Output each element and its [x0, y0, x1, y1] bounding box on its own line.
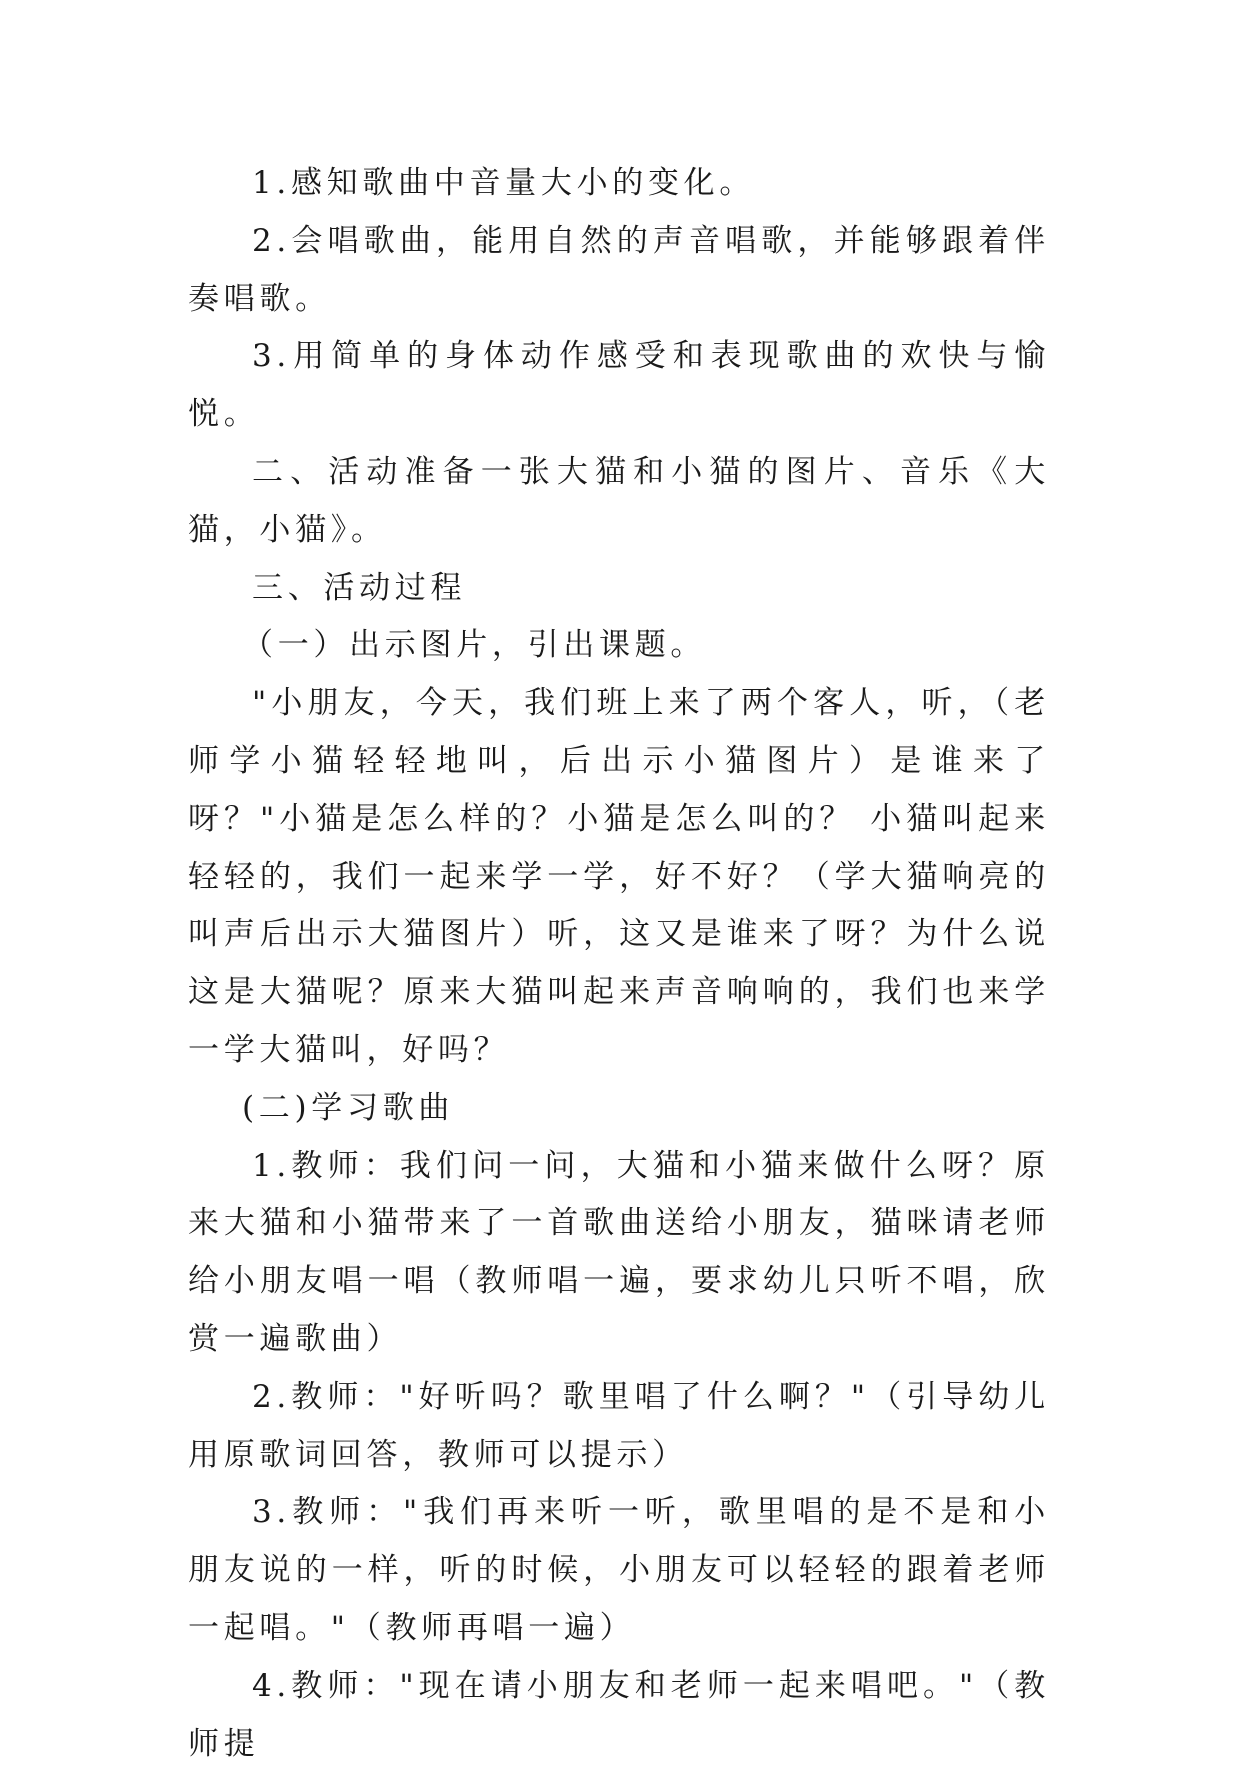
- paragraph-step-1: 1.教师：我们问一问，大猫和小猫来做什么呀？原来大猫和小猫带来了一首歌曲送给小朋友，猫咪请老师给小朋友唱一唱（教师唱一遍，要求幼儿只听不唱，欣赏一遍歌曲）: [188, 1147, 1050, 1357]
- paragraph-step-4: 4.教师："现在请小朋友和老师一起来唱吧。"（教师提: [188, 1667, 1050, 1762]
- paragraph-intro-dialogue: "小朋友，今天，我们班上来了两个客人，听，（老师学小猫轻轻地叫，后出示小猫图片）是谁来了呀？"小猫是怎么样的？小猫是怎么叫的？ 小猫叫起来轻轻的，我们一起来学一学，好不好？（学大猫响亮的叫声后出示大猫图片）听，这又是谁来了呀？为什么说这是大猫呢？原来大猫叫起来声音响响的，我们也来学一学大猫叫，好吗？: [188, 685, 1050, 1068]
- subheading-show-pictures: （一）出示图片，引出课题。: [242, 627, 707, 664]
- paragraph-step-2: 2.教师："好听吗？歌里唱了什么啊？"（引导幼儿用原歌词回答，教师可以提示）: [188, 1378, 1050, 1473]
- paragraph-objective-3: 3.用简单的身体动作感受和表现歌曲的欢快与愉悦。: [188, 338, 1050, 433]
- paragraph-objective-1: 1.感知歌曲中音量大小的变化。: [252, 165, 756, 201]
- document-body: [188, 155, 1050, 1773]
- paragraph-preparation: 二、活动准备一张大猫和小猫的图片、音乐《大猫，小猫》。: [188, 453, 1050, 548]
- subheading-learn-song: (二)学习歌曲: [242, 1089, 455, 1126]
- section-heading-process: 三、活动过程: [252, 569, 467, 606]
- paragraph-objective-2: 2.会唱歌曲，能用自然的声音唱歌，并能够跟着伴奏唱歌。: [188, 222, 1050, 317]
- paragraph-step-3: 3.教师："我们再来听一听，歌里唱的是不是和小朋友说的一样，听的时候，小朋友可以轻轻的跟着老师一起唱。"（教师再唱一遍）: [188, 1494, 1050, 1646]
